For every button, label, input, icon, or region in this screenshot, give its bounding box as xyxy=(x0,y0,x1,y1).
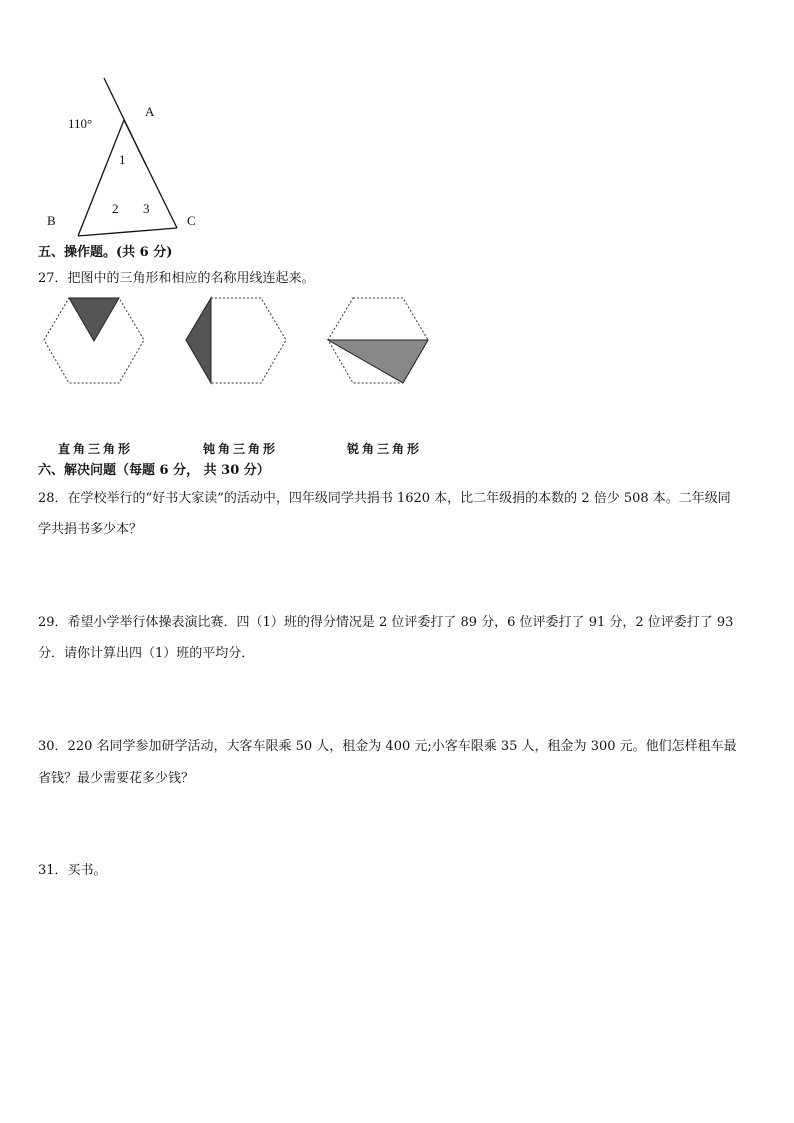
question-31: 31．买书。 xyxy=(38,863,107,878)
triangle-angle-figure xyxy=(60,70,220,245)
question-28-line1: 28．在学校举行的“好书大家读”的活动中，四年级同学共捐书 1620 本，比二年级捐的本数的 2 倍少 508 本。二年级同 xyxy=(38,491,731,506)
vertex-c-label: C xyxy=(187,213,196,228)
angle-1-label: 1 xyxy=(119,152,126,167)
question-30-line1: 30．220 名同学参加研学活动，大客车限乘 50 人，租金为 400 元;小客车限乘 35 人，租金为 300 元。他们怎样租车最 xyxy=(38,739,737,754)
question-28-line2: 学共捐书多少本？ xyxy=(38,522,143,537)
section5-heading: 五、操作题。(共 6 分) xyxy=(38,245,173,260)
section6-heading: 六、解决问题（每题 6 分， 共 30 分） xyxy=(38,463,270,478)
angle-110-label: 110° xyxy=(68,116,93,131)
label-right-triangle: 直角三角形 xyxy=(58,442,134,456)
angle-3-label: 3 xyxy=(143,201,150,216)
hexagon-figure-2 xyxy=(184,295,288,385)
hexagon-figure-3 xyxy=(326,295,430,385)
label-obtuse-triangle: 钝角三角形 xyxy=(203,442,279,456)
label-acute-triangle: 锐角三角形 xyxy=(347,442,423,456)
question-29-line1: 29．希望小学举行体操表演比赛．四（1）班的得分情况是 2 位评委打了 89 分，6 位评委打了 91 分，2 位评委打了 93 xyxy=(38,615,734,630)
question-27: 27．把图中的三角形和相应的名称用线连起来。 xyxy=(38,271,315,286)
vertex-a-label: A xyxy=(145,104,155,119)
question-29-line2: 分．请你计算出四（1）班的平均分． xyxy=(38,646,255,661)
hexagon-figure-1 xyxy=(42,295,146,385)
vertex-b-label: B xyxy=(47,213,56,228)
angle-2-label: 2 xyxy=(112,201,119,216)
question-30-line2: 省钱？最少需要花多少钱？ xyxy=(38,771,195,786)
